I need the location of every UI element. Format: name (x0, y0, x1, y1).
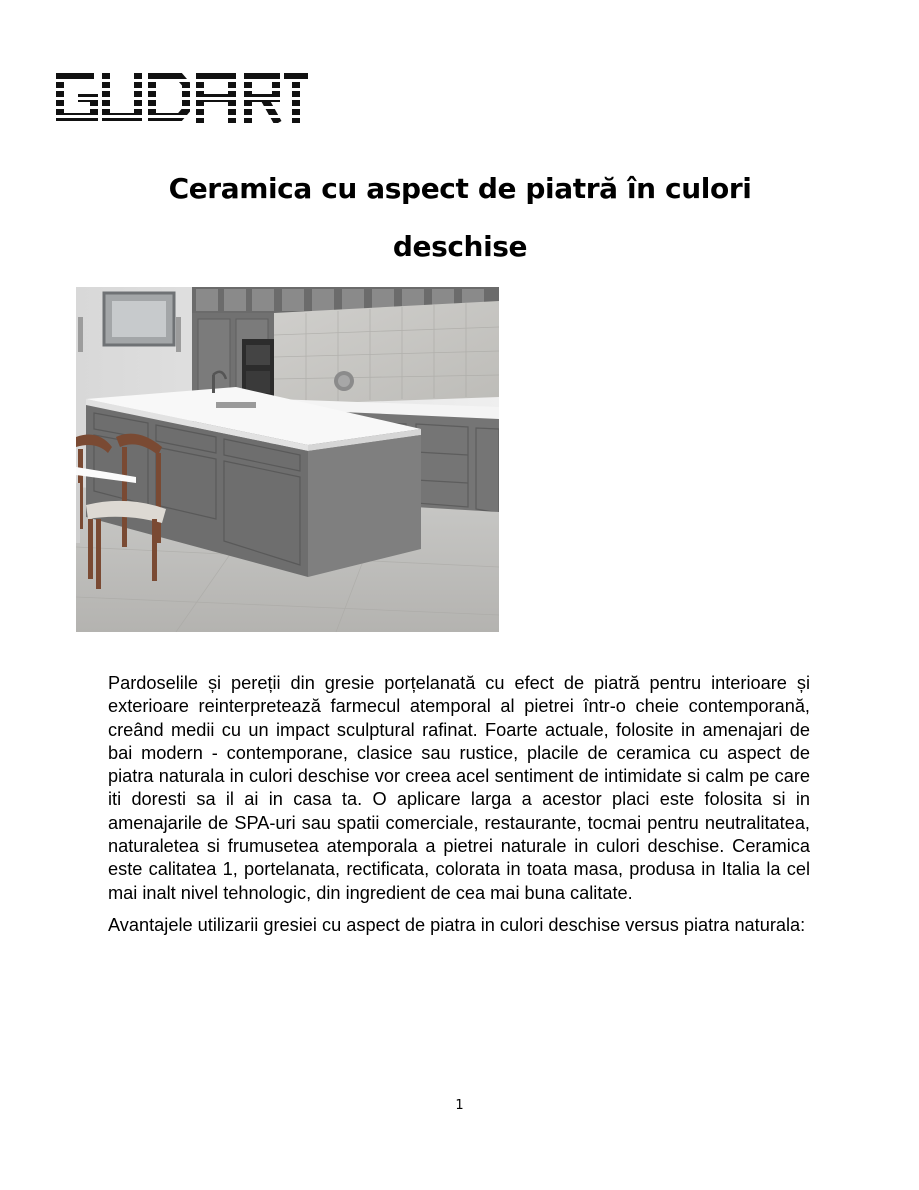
page-title (100, 160, 820, 276)
title-line-2: deschise (392, 230, 528, 263)
gudart-logo-icon (52, 70, 308, 124)
page-number: 1 (455, 1098, 464, 1113)
gudart-logo (52, 70, 308, 124)
kitchen-photo (76, 287, 499, 632)
paragraph-intro: Pardoselile și pereții din gresie porțelanată cu efect de piatră pentru interioare și exterioare reinterpretează farmecul atemporal al pietrei într-o cheie contemporană, creând medii cu un impact sculptural rafinat. Foarte actuale, folosite in amenajari de bai modern - contemporane, clasice sau rustice, placile de ceramica cu aspect de piatra naturala in culori deschise vor creea acel sentiment de intimidate si calm pe care iti doresti sa il ai in casa ta. O aplicare larga a acestor placi este folosita si in amenajarile de SPA-uri sau spatii comerciale, restaurante, tocmai pentru neutralitatea, naturaletea si frumusetea atemporala a pietrei naturale in culori deschise. Ceramica este calitatea 1, portelanata, rectificata, colorata in toata masa, produsa in Italia la cel mai inalt nivel tehnologic, din ingredient de cea mai buna calitate. (108, 673, 810, 903)
kitchen-photo-icon (76, 287, 499, 632)
body-text (108, 672, 810, 946)
paragraph-advantages: Avantajele utilizarii gresiei cu aspect de piatra in culori deschise versus piatra naturala: (108, 914, 806, 935)
title-line-1: Ceramica cu aspect de piatră în culori (168, 172, 752, 205)
